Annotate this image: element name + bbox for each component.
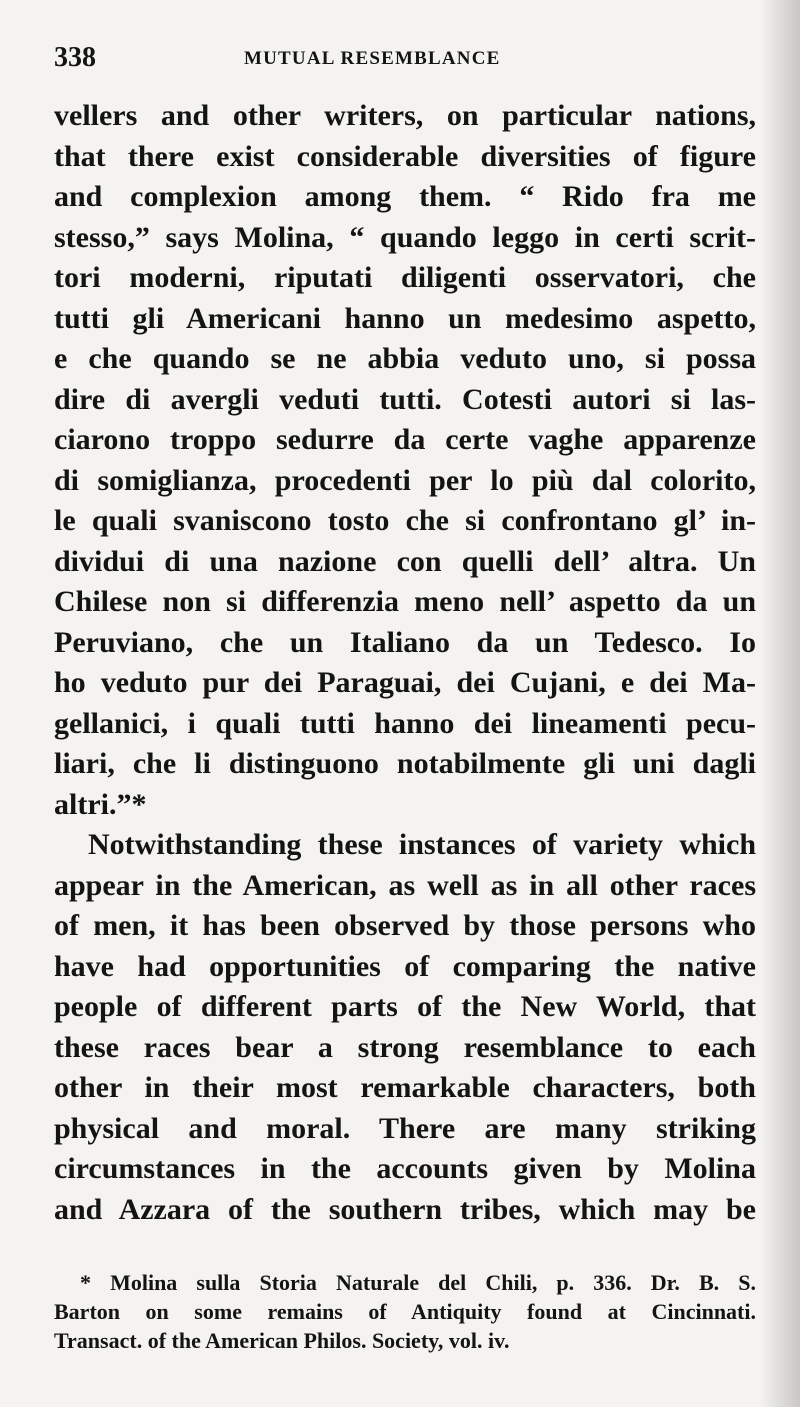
text-line: and complexion among them. “ Rido fra me [54, 180, 756, 213]
text-line: Peruviano, che un Italiano da un Tedesco. Io [54, 625, 756, 659]
running-title: MUTUAL RESEMBLANCE [244, 48, 501, 69]
text-line: have had opportunities of comparing the native [54, 949, 756, 983]
text-line: and Azzara of the southern tribes, which may be [54, 1192, 756, 1226]
body-text [54, 96, 756, 1230]
text-line: vellers and other writers, on particular nations, [54, 99, 756, 132]
running-head [54, 40, 756, 78]
text-line: stesso,” says Molina, “ quando leggo in certi scrit- [54, 220, 756, 254]
text-line: dividui di una nazione con quelli dell’ altra. Un [54, 544, 756, 578]
text-line: other in their most remarkable characters, both [54, 1071, 756, 1104]
text-line: liari, che li distinguono notabilmente gli uni dagli [54, 747, 756, 780]
text-line: le quali svaniscono tosto che si confrontano gl’ in- [54, 504, 756, 537]
text-line: altri.”* [54, 787, 147, 821]
text-line: people of different parts of the New World, that [54, 990, 756, 1023]
text-line: appear in the American, as well as in all other races [54, 868, 756, 902]
text-line: Notwithstanding these instances of variety which [88, 828, 756, 861]
text-line: that there exist considerable diversities of figure [54, 139, 756, 173]
text-line: tori moderni, riputati diligenti osservatori, che [54, 261, 756, 294]
footnote-line: Transact. of the American Philos. Society, vol. iv. [54, 1328, 510, 1353]
text-line: of men, it has been observed by those persons who [54, 909, 756, 942]
text-line: these races bear a strong resemblance to each [54, 1030, 756, 1064]
footnotes [54, 1268, 756, 1355]
page-number: 338 [54, 42, 96, 73]
text-line: e che quando se ne abbia veduto uno, si possa [54, 342, 756, 375]
text-line: physical and moral. There are many striking [54, 1111, 756, 1145]
gutter-shadow [760, 0, 800, 1407]
paragraph-2 [54, 825, 756, 1230]
paragraph-1 [54, 96, 756, 825]
footnote-line: Barton on some remains of Antiquity found at Cincinnati. [54, 1299, 756, 1324]
text-line: ho veduto pur dei Paraguai, dei Cujani, e dei Ma- [54, 666, 756, 699]
text-line: circumstances in the accounts given by Molina [54, 1152, 756, 1185]
text-line: ciarono troppo sedurre da certe vaghe apparenze [54, 423, 756, 456]
text-line: Chilese non si differenzia meno nell’ aspetto da un [54, 585, 756, 618]
text-line: tutti gli Americani hanno un medesimo aspetto, [54, 301, 756, 335]
footnote-line: * Molina sulla Storia Naturale del Chili, p. 336. Dr. B. S. [80, 1270, 756, 1295]
text-line: dire di avergli veduti tutti. Cotesti autori si las- [54, 382, 756, 416]
text-line: gellanici, i quali tutti hanno dei lineamenti pecu- [54, 706, 756, 740]
text-line: di somiglianza, procedenti per lo più dal colorito, [54, 463, 756, 497]
